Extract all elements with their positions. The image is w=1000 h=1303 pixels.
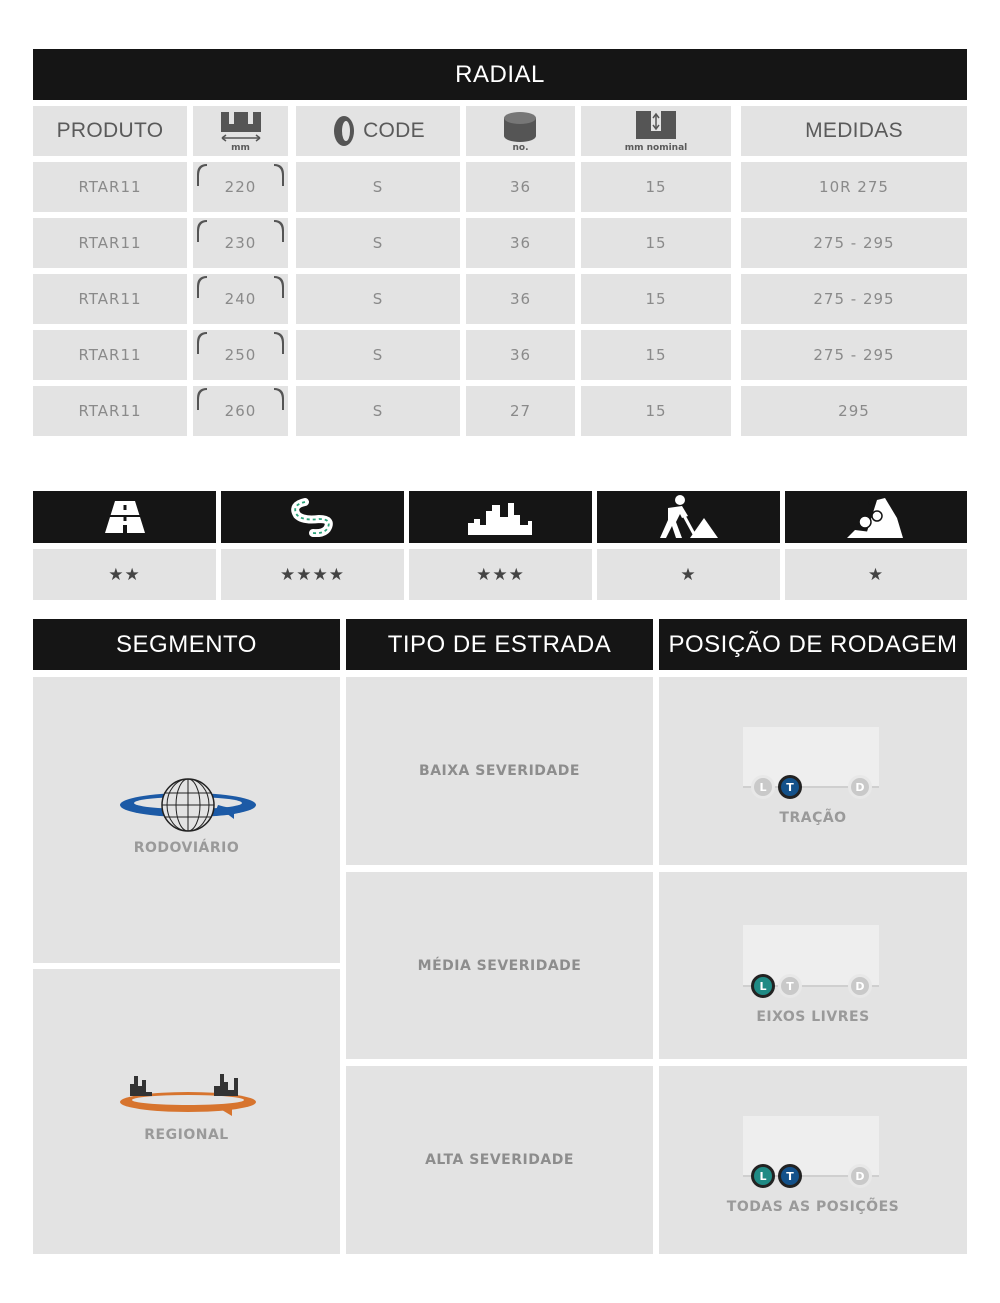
position-l-icon: L (751, 775, 775, 799)
table-cell-count: 36 (466, 330, 575, 380)
app-rating-highway (33, 549, 216, 600)
tipo-title: TIPO DE ESTRADA (387, 630, 612, 658)
position-d-icon: D (848, 775, 872, 799)
header-medidas-label: MEDIDAS (805, 119, 903, 142)
table-cell-width: 250 (193, 330, 288, 380)
tipo-baixa (346, 677, 653, 865)
table-cell-produto: RTAR11 (33, 162, 187, 212)
header-code (296, 106, 460, 156)
table-cell-medidas: 275 - 295 (741, 274, 967, 324)
header-produto (33, 106, 187, 156)
city-road-icon (118, 1072, 258, 1118)
tipo-label: BAIXA SEVERIDADE (419, 763, 580, 779)
tread-depth-icon (581, 109, 731, 145)
winding-road-icon (283, 497, 343, 537)
rating-stars: ★ (680, 564, 697, 584)
table-cell-count: 36 (466, 218, 575, 268)
table-cell-count: 36 (466, 274, 575, 324)
header-code-label: CODE (363, 119, 425, 142)
app-rating-mining (785, 549, 967, 600)
posicao-title: POSIÇÃO DE RODAGEM (668, 630, 958, 658)
table-cell-medidas: 295 (741, 386, 967, 436)
segmento-rodoviario (33, 677, 340, 963)
app-rating-construction (597, 549, 780, 600)
table-cell-produto: RTAR11 (33, 218, 187, 268)
city-icon (466, 497, 536, 537)
table-cell-produto: RTAR11 (33, 330, 187, 380)
posicao-label: TRAÇÃO (779, 810, 847, 826)
segmento-label: RODOVIÁRIO (133, 840, 240, 856)
width-unit: mm (231, 143, 250, 153)
table-cell-count: 27 (466, 386, 575, 436)
tipo-alta (346, 1066, 653, 1254)
position-l-icon: L (751, 1164, 775, 1188)
tipo-media (346, 872, 653, 1059)
table-cell-width: 220 (193, 162, 288, 212)
app-icon-construction (597, 491, 780, 543)
rating-stars: ★ (867, 564, 885, 584)
segmento-regional (33, 969, 340, 1254)
table-title-bar (33, 49, 967, 100)
rating-stars: ★★★ (476, 564, 525, 584)
position-t-icon: T (778, 775, 802, 799)
posicao-header (659, 619, 967, 670)
header-medidas (741, 106, 967, 156)
position-t-icon: T (778, 1164, 802, 1188)
tipo-header (346, 619, 653, 670)
table-cell-medidas: 275 - 295 (741, 330, 967, 380)
rating-stars: ★★★★ (280, 564, 345, 584)
table-cell-code: S (296, 218, 460, 268)
posicao-todas (659, 1066, 967, 1254)
app-icon-highway (33, 491, 216, 543)
table-cell-medidas: 275 - 295 (741, 218, 967, 268)
highway-icon (95, 497, 155, 537)
cylinder-icon (466, 110, 575, 146)
header-produto-label: PRODUTO (56, 119, 164, 142)
rating-stars: ★★ (108, 564, 141, 584)
app-icon-city (409, 491, 592, 543)
header-depth (581, 106, 731, 156)
table-cell-depth: 15 (581, 218, 731, 268)
position-d-icon: D (848, 1164, 872, 1188)
table-cell-depth: 15 (581, 386, 731, 436)
posicao-eixos-livres (659, 872, 967, 1059)
table-cell-depth: 15 (581, 274, 731, 324)
construction-worker-icon (654, 494, 724, 540)
mining-icon (841, 494, 911, 540)
tire-icon (331, 114, 357, 148)
table-cell-produto: RTAR11 (33, 274, 187, 324)
table-cell-width: 240 (193, 274, 288, 324)
table-cell-code: S (296, 330, 460, 380)
segmento-label: REGIONAL (144, 1127, 229, 1143)
tipo-label: MÉDIA SEVERIDADE (417, 957, 582, 974)
count-unit: no. (512, 143, 529, 153)
header-width (193, 106, 288, 156)
table-cell-depth: 15 (581, 330, 731, 380)
tipo-label: ALTA SEVERIDADE (425, 1152, 574, 1168)
table-title: RADIAL (455, 60, 545, 88)
table-cell-depth: 15 (581, 162, 731, 212)
segmento-title: SEGMENTO (116, 630, 257, 658)
globe-road-icon (118, 777, 258, 837)
table-cell-code: S (296, 274, 460, 324)
app-rating-city (409, 549, 592, 600)
table-cell-width: 260 (193, 386, 288, 436)
posicao-tracao (659, 677, 967, 865)
table-cell-produto: RTAR11 (33, 386, 187, 436)
header-count (466, 106, 575, 156)
position-l-icon: L (751, 974, 775, 998)
table-cell-code: S (296, 386, 460, 436)
app-rating-winding (221, 549, 404, 600)
table-cell-code: S (296, 162, 460, 212)
position-d-icon: D (848, 974, 872, 998)
posicao-label: TODAS AS POSIÇÕES (726, 1199, 900, 1215)
depth-unit: mm nominal (624, 143, 688, 153)
segmento-header (33, 619, 340, 670)
table-cell-medidas: 10R 275 (741, 162, 967, 212)
table-cell-width: 230 (193, 218, 288, 268)
position-t-icon: T (778, 974, 802, 998)
posicao-label: EIXOS LIVRES (756, 1009, 870, 1025)
app-icon-winding (221, 491, 404, 543)
app-icon-mining (785, 491, 967, 543)
table-cell-count: 36 (466, 162, 575, 212)
